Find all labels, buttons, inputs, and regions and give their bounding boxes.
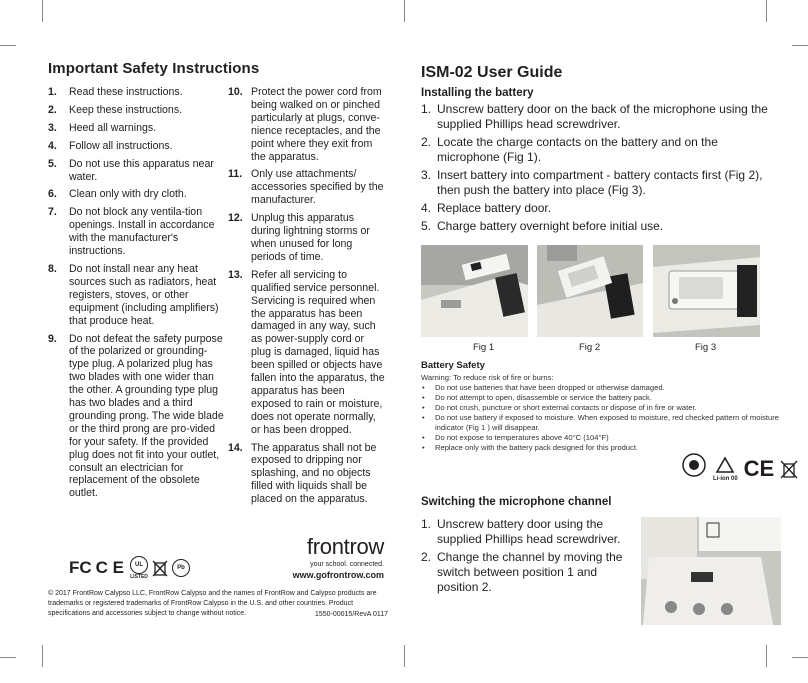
item-text: Follow all instructions. [69,139,173,152]
item-number: 9. [48,332,57,345]
item-text: Read these instructions. [69,86,183,98]
battery-safety-item [421,383,781,393]
bullet-icon: • [422,393,425,402]
safety-rule [48,333,225,501]
item-number: 13. [228,268,243,281]
bullet-icon: • [422,443,425,452]
recycle-seal-icon [681,452,707,486]
bullet-text: Do not use batteries that have been dropped or otherwise damaged. [435,383,665,392]
item-number: 14. [228,441,243,454]
item-text: The apparatus shall not be exposed to dripping nor splashing, and no objects filled with liquids shall be placed on the apparatus. [251,441,377,506]
pb-free-icon: Pb [172,559,190,577]
safety-instructions-panel [48,60,388,511]
install-step [421,219,773,234]
crop-mark [766,645,767,667]
ul-mark: UL [130,556,148,574]
battery-safety-item [421,413,781,433]
install-step [421,201,773,216]
safety-rule [48,140,225,153]
install-step [421,102,773,132]
safety-rule [228,86,385,163]
crop-mark [42,0,43,22]
safety-rule [48,86,225,99]
item-text: Heed all warnings. [69,121,157,134]
item-number: 1. [421,517,432,531]
switch-steps [421,517,636,595]
install-steps [421,102,773,234]
liion-recycle-icon [713,456,738,482]
item-number: 2. [421,550,432,564]
battery-symbols [681,452,798,486]
switch-step [421,550,636,595]
crop-mark [792,657,808,658]
fig-1-caption: Fig 1 [473,342,495,353]
fig-2-photo [537,245,643,337]
item-number: 1. [421,102,432,116]
bullet-text: Replace only with the battery pack designed for this product. [435,443,639,452]
item-text: Only use attachments/ accessories specified by the manufacturer. [251,168,384,207]
bullet-icon: • [422,383,425,392]
crop-mark [404,0,405,22]
fig-4-photo [641,517,781,625]
item-number: 2. [48,103,57,116]
item-number: 5. [421,219,432,233]
frontrow-logo: frontrow [306,534,384,559]
item-number: 4. [421,201,432,215]
item-text: Charge battery overnight before initial use. [437,219,664,233]
item-text: Replace battery door. [437,201,552,215]
bullet-text: Do not attempt to open, disassemble or service the battery pack. [435,393,652,402]
brand-block [278,534,384,580]
brand-tagline: your school. connected. [310,561,384,568]
crop-mark [766,0,767,22]
item-number: 10. [228,86,243,98]
brand-url[interactable]: www.gofrontrow.com [292,570,384,580]
bullet-text: Do not crush, puncture or short external contacts or dispose of in fire or water. [435,403,697,412]
crop-mark [0,657,16,658]
weee-bin-icon [780,459,798,479]
safety-rule [48,188,225,201]
bullet-icon: • [422,413,425,422]
item-text: Unscrew battery door on the back of the microphone using the supplied Phillips head screwdriver. [437,102,768,131]
item-number: 6. [48,188,57,201]
ce-mark: CE [743,456,775,481]
bullet-icon: • [422,433,425,442]
item-number: 12. [228,212,243,225]
document-code: 1550-00015/RevA 0117 [314,610,388,618]
item-number: 4. [48,139,57,152]
ul-listed-logo [130,556,148,580]
item-number: 5. [48,157,57,170]
battery-safety-item [421,393,781,403]
item-number: 3. [421,168,432,182]
fig-3-caption: Fig 3 [695,342,717,353]
switch-channel-section [421,496,636,598]
item-text: Do not use this apparatus near water. [69,157,214,183]
battery-safety-item [421,403,781,413]
fig-1-photo [421,245,528,337]
item-text: Refer all servicing to qualified service personnel. Servicing is required when the apparatus has been damaged in any way, such as power-supply cord or plug is damaged, liquid has been spilled or objects have fallen into the apparatus, the apparatus has been exposed to rain or moisture, does not operate normally, or has been dropped. [251,268,385,436]
safety-title: Important Safety Instructions [48,60,260,77]
fig-3-photo [653,245,760,337]
fcc-logo: FC [69,558,92,577]
safety-rule [228,269,385,437]
item-text: Do not defeat the safety purpose of the polarized or grounding-type plug. A polarized plug has two blades with one wider than the other. A grounding type plug has two blades and a third grounding prong. The wide blade or the third prong are pro-vided for your safety. If the provided plug does not fit into your outlet, consult an electrician for replacement of the obsolete outlet. [69,332,224,500]
fig-2-caption: Fig 2 [579,342,601,353]
rules-column-1 [48,86,225,500]
weee-bin-icon [152,559,168,577]
crop-mark [404,645,405,667]
rules-column-2 [228,86,385,506]
install-step [421,168,773,198]
safety-rule [228,212,385,264]
battery-safety-list [421,383,781,453]
crop-mark [0,45,16,46]
battery-figures [421,245,773,357]
liion-label: Li-ion 00 [713,476,738,482]
item-text: Unplug this apparatus during lightning storms or when unused for long periods of time. [251,212,370,263]
item-text: Change the channel by moving the switch between position 1 and position 2. [437,550,623,594]
switch-step [421,517,636,547]
item-number: 7. [48,206,57,219]
safety-rule [48,104,225,117]
battery-safety-item [421,433,781,443]
battery-warning: Warning: To reduce risk of fire or burns: [421,373,554,382]
recycle-arrows-icon [714,456,736,476]
safety-rule [48,122,225,135]
item-number: 8. [48,262,57,275]
switch-heading: Switching the microphone channel [421,496,612,508]
item-number: 3. [48,121,57,134]
item-text: Locate the charge contacts on the battery and on the microphone (Fig 1). [437,135,718,164]
install-step [421,135,773,165]
safety-rule [48,158,225,184]
safety-rule [228,442,385,507]
safety-rule [48,206,225,258]
item-number: 1. [48,86,57,98]
crop-mark [792,45,808,46]
safety-rule [228,168,385,207]
install-heading: Installing the battery [421,87,534,99]
item-text: Do not install near any heat sources such as radiators, heat registers, stoves, or other equipment (including amplifiers) that produce heat. [69,262,219,327]
item-text: Do not block any ventila-tion openings. Install in accordance with the manufacturer's instructions. [69,206,215,258]
listed-label: LISTED [130,574,148,580]
bullet-text: Do not use battery if exposed to moisture. When exposed to moisture, red checked pattern of moisture indicator (Fig 1 ) will disappear. [435,413,780,432]
copyright-text: © 2017 FrontRow Calypso LLC, FrontRow Calypso and the names of FrontRow and Calypso products are trademarks or registered trademarks of FrontRow Calypso in the U.S. and other countries. Product specifications and accessories subject to change without notice. [48,590,377,618]
item-text: Unscrew battery door using the supplied Phillips head screwdriver. [437,517,621,546]
safety-rule [48,263,225,328]
legal-text [48,589,388,620]
certification-logos [69,556,190,580]
item-text: Protect the power cord from being walked on or pinched particularly at plugs, conve-nience receptacles, and the point where they exit from the apparatus. [251,86,382,163]
bullet-text: Do not expose to temperatures above 40°C (104°F) [435,433,609,442]
crop-mark [42,645,43,667]
item-number: 11. [228,168,243,181]
bullet-icon: • [422,403,425,412]
guide-title: ISM-02 User Guide [421,64,563,81]
ce-logo: C E [95,558,125,577]
item-text: Keep these instructions. [69,103,183,116]
item-text: Insert battery into compartment - battery contacts first (Fig 2), then push the battery into place (Fig 3). [437,168,763,197]
item-number: 2. [421,135,432,149]
battery-safety [421,360,781,453]
user-guide-panel [421,64,773,237]
battery-safety-heading: Battery Safety [421,360,485,371]
item-text: Clean only with dry cloth. [69,188,187,201]
